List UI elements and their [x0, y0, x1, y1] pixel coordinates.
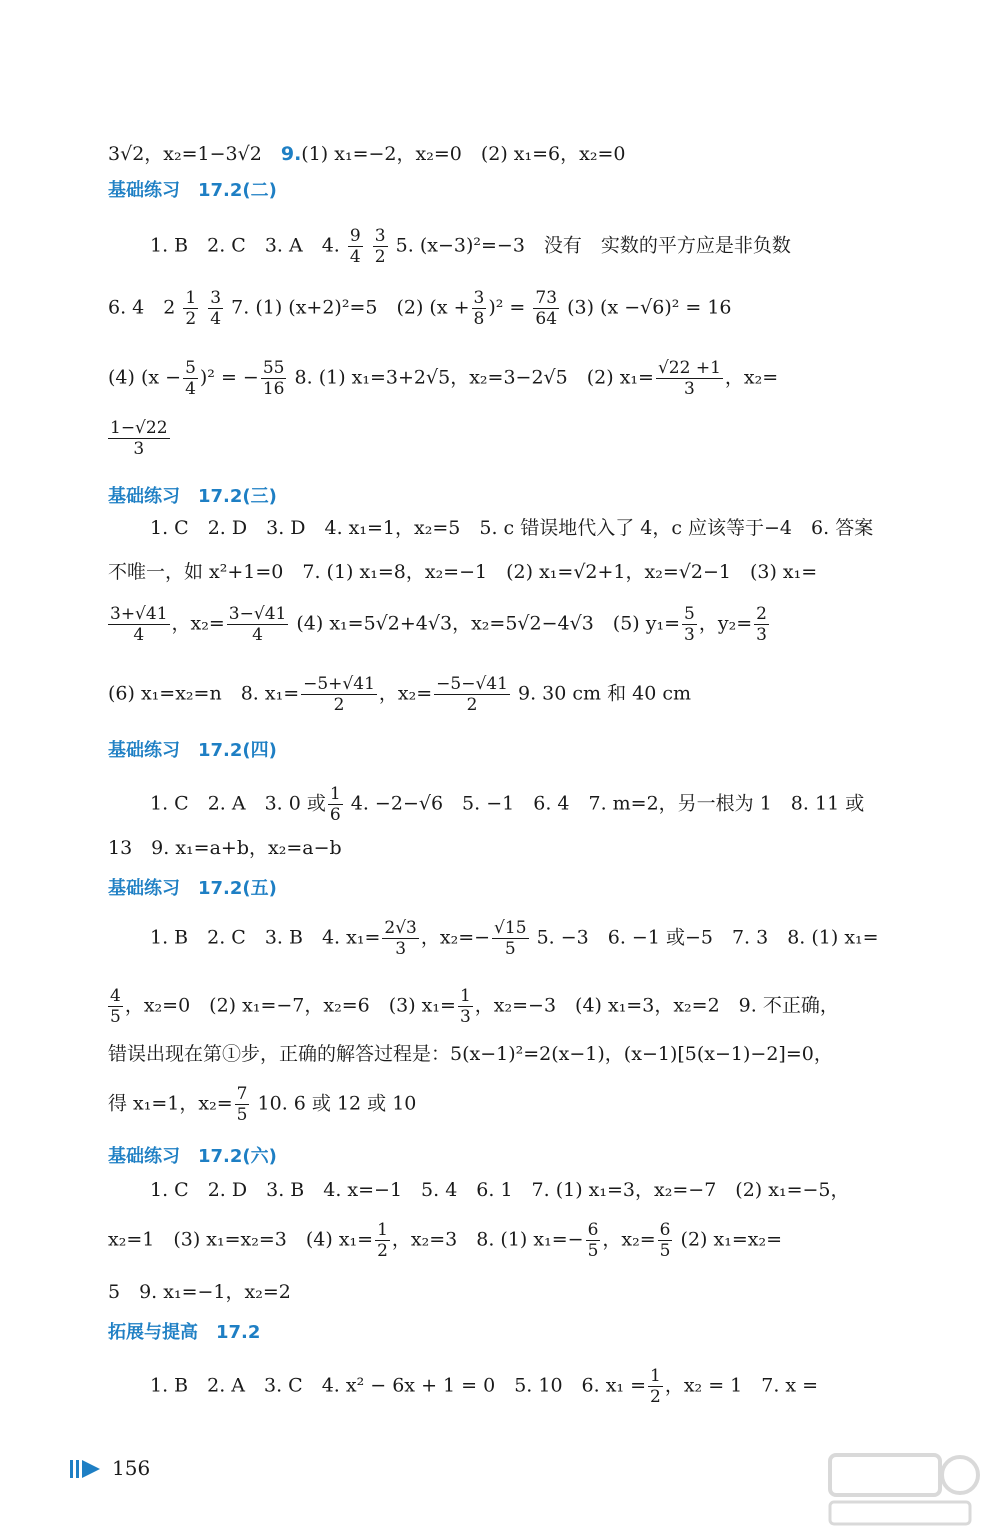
answer-line-14: 错误出现在第①步，正确的解答过程是：5(x−1)²=2(x−1)，(x−1)[5(x−1)−2]=0，: [108, 1043, 833, 1065]
denominator: 16: [262, 379, 285, 399]
denominator: 3: [133, 439, 145, 459]
fraction: [328, 784, 343, 825]
text: ，x₂=: [724, 366, 779, 389]
denominator: 4: [133, 625, 145, 645]
answer-line-3: [108, 288, 942, 329]
section-heading: 基础练习 17.2(四): [108, 740, 277, 761]
denominator: 5: [587, 1241, 599, 1261]
answer-line-17: [108, 1220, 942, 1261]
denominator: 2: [650, 1387, 661, 1407]
section-heading: 基础练习 17.2(二): [108, 180, 277, 201]
denominator: 4: [185, 379, 196, 399]
fraction: [235, 1084, 250, 1125]
text: x₂=1 (3) x₁=x₂=3 (4) x₁=: [108, 1228, 374, 1251]
denominator: 4: [252, 625, 263, 645]
text: 1. C 2. A 3. 0 或: [150, 792, 326, 815]
section-heading: 拓展与提高 17.2: [108, 1322, 261, 1343]
text: ，x₂=−3 (4) x₁=3，x₂=2 9. 不正确，: [474, 994, 839, 1017]
numerator: 6: [659, 1220, 671, 1240]
numerator: 1: [377, 1220, 388, 1240]
fraction: [183, 288, 198, 329]
text: (x +: [429, 296, 470, 319]
text: 得 x₁=1，x₂=: [108, 1092, 233, 1115]
denominator: 6: [329, 805, 341, 825]
fraction: [648, 1366, 663, 1407]
answer-line-16: 1. C 2. D 3. B 4. x=−1 5. 4 6. 1 7. (1) x₁=3，x₂=−7 (2) x₁=−5，: [150, 1179, 850, 1201]
fraction: [208, 288, 223, 329]
page-number: 156: [112, 1456, 151, 1480]
denominator: 5: [659, 1241, 671, 1261]
text: )² =: [488, 296, 526, 319]
fraction: [227, 604, 289, 645]
watermark-logo-icon: [820, 1440, 980, 1530]
numerator: 1−√22: [110, 418, 168, 438]
answer-line-2: [150, 226, 942, 267]
answer-line-5: [108, 418, 942, 459]
answer-line-9: [108, 674, 942, 715]
numerator: 2√3: [384, 918, 417, 938]
fraction: [375, 1220, 390, 1261]
denominator: 2: [377, 1241, 388, 1261]
text: 1. B 2. A 3. C 4. x² − 6x + 1 = 0 5. 10 6. x₁ =: [150, 1374, 647, 1397]
fraction: [108, 604, 170, 645]
denominator: 3: [684, 379, 695, 399]
text: ，x₂ = 1 7. x =: [664, 1374, 819, 1397]
numerator: −5−√41: [436, 674, 508, 694]
answer-line-6: 1. C 2. D 3. D 4. x₁=1，x₂=5 5. c 错误地代入了 4，c 应该等于−4 6. 答案: [150, 517, 874, 539]
text: 5. −3 6. −1 或−5 7. 3 8. (1) x₁=: [536, 926, 879, 949]
answer-line-19: [150, 1366, 942, 1407]
text: ，x₂=: [602, 1228, 656, 1251]
text: 8. (1) x₁=3+2√5，x₂=3−2√5 (2) x₁=: [294, 366, 654, 389]
numerator: 73: [535, 288, 558, 308]
fraction: [301, 674, 377, 715]
text: ，x₂=3 8. (1) x₁=−: [391, 1228, 584, 1251]
text: 9. 30 cm 和 40 cm: [518, 682, 691, 705]
text: ，x₂=−: [420, 926, 491, 949]
numerator: 6: [587, 1220, 599, 1240]
fraction: [373, 226, 388, 267]
page-marker-icon: [70, 1458, 102, 1480]
section-heading: 基础练习 17.2(三): [108, 486, 277, 507]
text: 10. 6 或 12 或 10: [257, 1092, 417, 1115]
text: (2) x₁=x₂=: [680, 1228, 782, 1251]
text: )² = −: [199, 366, 259, 389]
text: (1) x₁=−2，x₂=0 (2) x₁=6，x₂=0: [301, 143, 626, 165]
numerator: 4: [110, 986, 121, 1006]
answer-line-15: [108, 1084, 942, 1125]
fraction: [183, 358, 198, 399]
denominator: 3: [756, 625, 767, 645]
text: 3√2，x₂=1−3√2: [108, 143, 262, 165]
denominator: 64: [535, 309, 558, 329]
denominator: 2: [333, 695, 345, 715]
fraction: [382, 918, 418, 959]
text: 6. 4 2: [108, 296, 176, 319]
text: 1. B 2. C 3. A 4.: [150, 234, 340, 257]
answer-line-1: [108, 142, 942, 166]
denominator: 2: [185, 309, 197, 329]
fraction: [658, 1220, 673, 1261]
text: ，x₂=0 (2) x₁=−7，x₂=6 (3) x₁=: [124, 994, 456, 1017]
numerator: 7: [236, 1084, 248, 1104]
denominator: 2: [466, 695, 478, 715]
fraction: [682, 604, 697, 645]
answer-line-10: [150, 784, 942, 825]
numerator: 5: [185, 358, 196, 378]
text: ，y₂=: [698, 612, 753, 635]
numerator: 9: [349, 226, 361, 246]
denominator: 5: [110, 1007, 121, 1027]
section-heading: 基础练习 17.2(五): [108, 878, 277, 899]
fraction: [472, 288, 487, 329]
answer-line-4: [108, 358, 942, 399]
denominator: 4: [210, 309, 222, 329]
denominator: 2: [374, 247, 386, 267]
answer-line-13: [108, 986, 942, 1027]
numerator: √15: [494, 918, 527, 938]
numerator: 1: [459, 986, 471, 1006]
denominator: 4: [349, 247, 361, 267]
fraction: [434, 674, 510, 715]
denominator: 3: [395, 939, 407, 959]
text: (4) x₁=5√2+4√3，x₂=5√2−4√3 (5) y₁=: [296, 612, 681, 635]
numerator: 2: [756, 604, 767, 624]
fraction: [348, 226, 363, 267]
numerator: 1: [329, 784, 341, 804]
numerator: 3: [374, 226, 386, 246]
answer-line-18: 5 9. x₁=−1，x₂=2: [108, 1281, 291, 1303]
denominator: 5: [236, 1105, 248, 1125]
fraction: [586, 1220, 601, 1261]
denominator: 3: [684, 625, 695, 645]
answer-line-12: [150, 918, 942, 959]
fraction: [261, 358, 287, 399]
text: 1. B 2. C 3. B 4. x₁=: [150, 926, 381, 949]
text: ，x₂=: [378, 682, 433, 705]
text: ，x₂=: [171, 612, 225, 635]
numerator: 3: [473, 288, 485, 308]
text: 7. (1) (x+2)²=5 (2): [231, 296, 424, 319]
numerator: 3−√41: [228, 604, 287, 624]
fraction: [108, 418, 170, 459]
numerator: 3: [210, 288, 222, 308]
fraction: [656, 358, 723, 399]
text: (x −: [140, 366, 182, 389]
fraction: [108, 986, 123, 1027]
numerator: 1: [650, 1366, 661, 1386]
numerator: √22 +1: [657, 358, 721, 378]
answer-line-11: 13 9. x₁=a+b，x₂=a−b: [108, 837, 342, 859]
answer-line-8: [108, 604, 942, 645]
numerator: 3+√41: [110, 604, 168, 624]
fraction: [533, 288, 559, 329]
text: (4): [108, 366, 135, 389]
denominator: 5: [504, 939, 516, 959]
text: (3) (x −√6)² = 16: [567, 296, 732, 319]
text: 5. (x−3)²=−3 没有 实数的平方应是非负数: [395, 234, 791, 257]
fraction: [754, 604, 769, 645]
fraction: [458, 986, 473, 1027]
numerator: −5+√41: [303, 674, 375, 694]
numerator: 55: [262, 358, 285, 378]
numerator: 5: [684, 604, 695, 624]
numerator: 1: [185, 288, 197, 308]
denominator: 3: [459, 1007, 471, 1027]
section-heading: 基础练习 17.2(六): [108, 1146, 277, 1167]
question-number: 9.: [280, 143, 302, 165]
fraction: [492, 918, 528, 959]
answer-line-7: 不唯一，如 x²+1=0 7. (1) x₁=8，x₂=−1 (2) x₁=√2+1，x₂=√2−1 (3) x₁=: [108, 561, 818, 583]
text: 4. −2−√6 5. −1 6. 4 7. m=2，另一根为 1 8. 11 或: [350, 792, 865, 815]
text: (6) x₁=x₂=n 8. x₁=: [108, 682, 300, 705]
denominator: 8: [473, 309, 485, 329]
